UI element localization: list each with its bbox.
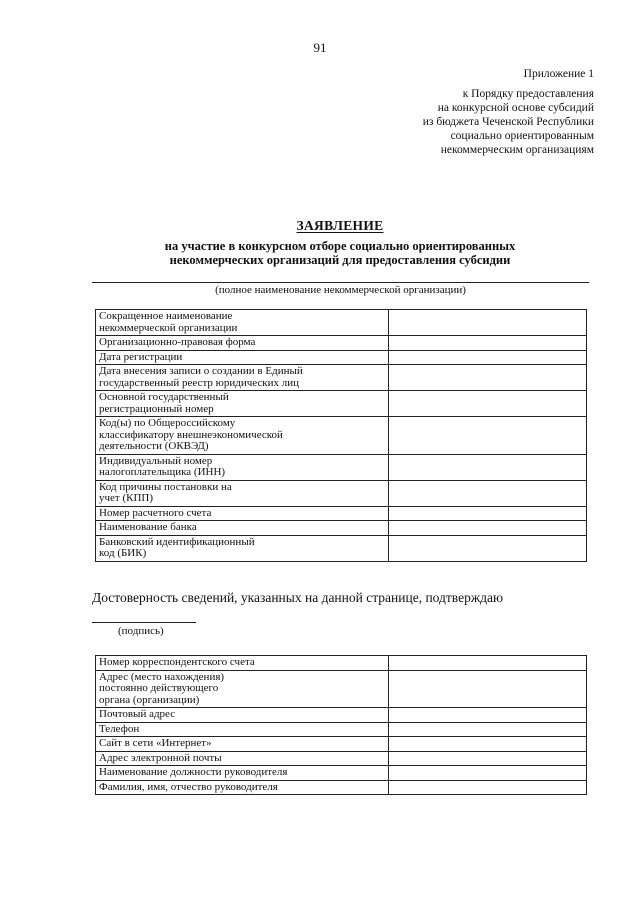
table-row	[96, 535, 587, 561]
field-label	[96, 480, 389, 506]
field-value-cell[interactable]	[388, 780, 587, 795]
appendix-line: из бюджета Чеченской Республики	[422, 116, 594, 128]
field-label-line: Сокращенное наименование	[99, 310, 233, 322]
table-row	[96, 391, 587, 417]
confirmation-statement: Достоверность сведений, указанных на данной странице, подтверждаю	[92, 590, 504, 605]
field-label-line: государственный реестр юридических лиц	[99, 376, 300, 389]
field-label-line: Код причины постановки на	[99, 480, 232, 493]
field-value-cell[interactable]	[388, 336, 586, 351]
table-row	[96, 336, 587, 351]
appendix-line: некоммерческим организациям	[440, 144, 594, 156]
field-label-line: Номер корреспондентского счета	[99, 656, 255, 668]
field-value-cell[interactable]	[388, 391, 586, 417]
appendix-line: на конкурсной основе субсидий	[437, 102, 594, 114]
field-value-cell[interactable]	[388, 350, 586, 365]
field-value-cell[interactable]	[388, 751, 587, 766]
field-label	[96, 506, 389, 521]
field-label	[96, 365, 389, 391]
table-row	[96, 766, 587, 781]
field-value-cell[interactable]	[388, 310, 586, 336]
field-value-cell[interactable]	[388, 454, 586, 480]
field-label-line: Индивидуальный номер	[99, 454, 213, 467]
field-label	[96, 350, 389, 365]
table-row	[96, 670, 587, 708]
field-label	[96, 391, 389, 417]
table-row	[96, 350, 587, 365]
organization-info-table	[95, 309, 587, 562]
field-label-line: органа (организации)	[99, 693, 200, 706]
field-label-line: Телефон	[99, 722, 140, 735]
field-label-line: Основной государственный	[99, 391, 229, 403]
field-value-cell[interactable]	[388, 737, 587, 752]
field-label-line: Номер расчетного счета	[99, 506, 212, 519]
document-title: ЗАЯВЛЕНИЕ	[296, 218, 384, 233]
field-value-cell[interactable]	[388, 365, 586, 391]
field-label-line: учет (КПП)	[99, 492, 154, 504]
table-row	[96, 365, 587, 391]
field-label-line: Адрес (место нахождения)	[99, 670, 225, 683]
field-label	[96, 310, 389, 336]
field-label-line: Организационно-правовая форма	[99, 336, 256, 348]
contact-info-table	[95, 655, 587, 795]
subtitle-line: на участие в конкурсном отборе социально ориентированных	[164, 239, 516, 253]
field-label-line: Почтовый адрес	[99, 708, 176, 720]
table-row	[96, 708, 587, 723]
appendix-block	[423, 67, 594, 157]
field-label-line: код (БИК)	[99, 547, 147, 559]
field-value-cell[interactable]	[388, 670, 587, 708]
table-row	[96, 656, 587, 671]
table-row	[96, 417, 587, 455]
page-number: 91	[313, 40, 327, 55]
appendix-line: к Порядку предоставления	[462, 88, 594, 100]
field-value-cell[interactable]	[388, 521, 586, 536]
field-label	[96, 336, 389, 351]
field-value-cell[interactable]	[388, 480, 586, 506]
table-row	[96, 722, 587, 737]
field-label-line: Дата регистрации	[99, 350, 183, 363]
field-label	[96, 535, 389, 561]
field-label	[96, 751, 389, 766]
field-label-line: Дата внесения записи о создании в Единый	[99, 365, 303, 377]
field-label-line: Сайт в сети «Интернет»	[99, 737, 212, 749]
field-label-line: Банковский идентификационный	[99, 535, 255, 548]
field-label	[96, 454, 389, 480]
field-label-line: Наименование банка	[99, 521, 197, 533]
field-label-line: Адрес электронной почты	[99, 751, 222, 764]
field-label-line: регистрационный номер	[99, 402, 214, 415]
field-label	[96, 417, 389, 455]
table-row	[96, 737, 587, 752]
field-value-cell[interactable]	[388, 506, 586, 521]
table-row	[96, 521, 587, 536]
field-value-cell[interactable]	[388, 722, 587, 737]
org-name-fill-line[interactable]	[92, 282, 589, 283]
field-label-line: Наименование должности руководителя	[99, 766, 288, 778]
field-label-line: деятельности (ОКВЭД)	[99, 440, 209, 452]
field-label	[96, 521, 389, 536]
field-value-cell[interactable]	[388, 708, 587, 723]
field-label-line: Код(ы) по Общероссийскому	[99, 417, 236, 429]
document-subtitle	[90, 239, 590, 267]
field-label	[96, 737, 389, 752]
table-row	[96, 506, 587, 521]
document-heading	[90, 218, 590, 267]
signature-fill-line[interactable]	[92, 622, 196, 623]
field-label-line: налогоплательщика (ИНН)	[99, 466, 226, 478]
field-label	[96, 670, 389, 708]
field-label	[96, 780, 389, 795]
subtitle-line: некоммерческих организаций для предоставления субсидии	[169, 253, 511, 267]
field-value-cell[interactable]	[388, 417, 586, 455]
field-label-line: классификатору внешнеэкономической	[99, 428, 283, 441]
field-value-cell[interactable]	[388, 656, 587, 671]
field-label	[96, 656, 389, 671]
field-value-cell[interactable]	[388, 766, 587, 781]
table-row	[96, 454, 587, 480]
appendix-title: Приложение 1	[523, 68, 594, 80]
field-label-line: Фамилия, имя, отчество руководителя	[99, 780, 278, 793]
table-row	[96, 310, 587, 336]
table-row	[96, 751, 587, 766]
field-label	[96, 708, 389, 723]
field-label	[96, 722, 389, 737]
field-label	[96, 766, 389, 781]
field-label-line: некоммерческой организации	[99, 321, 238, 334]
field-value-cell[interactable]	[388, 535, 586, 561]
org-name-caption: (полное наименование некоммерческой организации)	[215, 284, 466, 296]
appendix-line: социально ориентированным	[450, 130, 594, 142]
field-label-line: постоянно действующего	[99, 682, 219, 694]
table-row	[96, 480, 587, 506]
signature-caption: (подпись)	[118, 625, 164, 637]
table-row	[96, 780, 587, 795]
